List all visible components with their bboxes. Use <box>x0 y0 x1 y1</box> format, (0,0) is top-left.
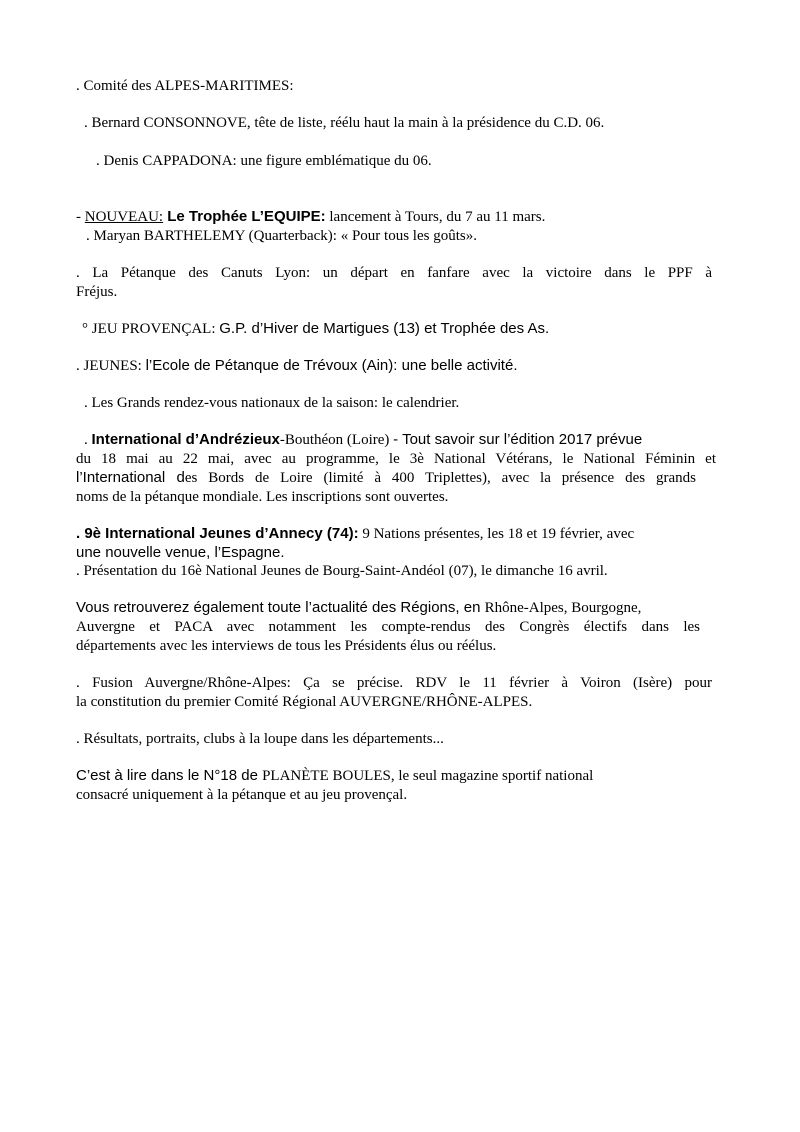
andrezieux-line-2: du 18 mai au 22 mai, avec au programme, le 3è National Vétérans, le National Féminin et <box>76 451 716 467</box>
cappadona-line: . Denis CAPPADONA: une figure emblématique du 06. <box>96 153 432 169</box>
fusion-line-1: . Fusion Auvergne/Rhône-Alpes: Ça se précise. RDV le 11 février à Voiron (Isère) pour <box>76 675 712 691</box>
trophee-lequipe-line <box>76 207 545 227</box>
regions-line-1 <box>76 598 641 618</box>
trophee-lequipe-title: Le Trophée L’EQUIPE: <box>163 208 326 225</box>
nouveau-label: NOUVEAU: <box>84 209 164 225</box>
fusion-line-2: la constitution du premier Comité Régional AUVERGNE/RHÔNE-ALPES. <box>76 694 533 710</box>
bourg-saint-andeol-line: . Présentation du 16è National Jeunes de Bourg-Saint-Andéol (07), le dimanche 16 avril. <box>76 563 608 579</box>
andrezieux-intro: - Tout savoir sur l’édition 2017 prévue <box>393 431 643 448</box>
andrezieux-location: -Bouthéon (Loire) <box>279 432 394 448</box>
grands-rendez-vous-line: . Les Grands rendez-vous nationaux de la saison: le calendrier. <box>84 395 460 411</box>
jeu-provencal-label: ° JEU PROVENÇAL: <box>82 321 220 337</box>
annecy-line-2: une nouvelle venue, l’Espagne. <box>76 544 285 561</box>
andrezieux-line-4: noms de la pétanque mondiale. Les inscriptions sont ouvertes. <box>76 489 449 505</box>
bords-de-loire-text: es Bords de Loire (limité à 400 Triplettes), avec la présence des grands <box>184 470 697 486</box>
annecy-details: 9 Nations présentes, les 18 et 19 février, avec <box>358 526 635 542</box>
andrezieux-line-3 <box>76 468 696 488</box>
jeu-provencal-details: G.P. d’Hiver de Martigues (13) et Trophée des As. <box>219 320 550 337</box>
andrezieux-prefix: . <box>84 432 92 448</box>
comite-alpes-maritimes-line: . Comité des ALPES-MARITIMES: <box>76 78 294 94</box>
andrezieux-line-1 <box>84 430 642 450</box>
regions-intro: Vous retrouverez également toute l’actualité des Régions, en <box>76 599 485 616</box>
jeunes-line <box>76 356 517 376</box>
regions-line-2: Auvergne et PACA avec notamment les compte-rendus des Congrès électifs dans les <box>76 619 700 635</box>
consonnove-line: . Bernard CONSONNOVE, tête de liste, réélu haut la main à la présidence du C.D. 06. <box>84 115 605 131</box>
planete-boules-name: PLANÈTE BOULES, le seul magazine sportif national <box>262 768 594 784</box>
annecy-title: . 9è International Jeunes d’Annecy (74): <box>76 525 359 542</box>
planete-boules-line-2: consacré uniquement à la pétanque et au jeu provençal. <box>76 787 408 803</box>
international-label: l’International d <box>76 469 185 486</box>
planete-boules-intro: C’est à lire dans le N°18 de <box>76 767 263 784</box>
planete-boules-line-1 <box>76 766 593 786</box>
resultats-line: . Résultats, portraits, clubs à la loupe dans les départements... <box>76 731 444 747</box>
jeu-provencal-line <box>82 319 549 339</box>
jeunes-details: l’Ecole de Pétanque de Trévoux (Ain): une belle activité. <box>145 357 518 374</box>
annecy-line-1 <box>76 524 634 544</box>
regions-list: Rhône-Alpes, Bourgogne, <box>484 600 642 616</box>
jeunes-label: . JEUNES: <box>76 358 146 374</box>
canuts-lyon-line-1: . La Pétanque des Canuts Lyon: un départ en fanfare avec la victoire dans le PPF à <box>76 265 712 281</box>
barthelemy-line: . Maryan BARTHELEMY (Quarterback): « Pour tous les goûts». <box>86 228 477 244</box>
canuts-lyon-line-2: Fréjus. <box>76 284 118 300</box>
dash-prefix: - <box>76 209 85 225</box>
andrezieux-title: International d’Andrézieux <box>91 431 280 448</box>
trophee-lequipe-details: lancement à Tours, du 7 au 11 mars. <box>325 209 546 225</box>
regions-line-3: départements avec les interviews de tous les Présidents élus ou réélus. <box>76 638 497 654</box>
